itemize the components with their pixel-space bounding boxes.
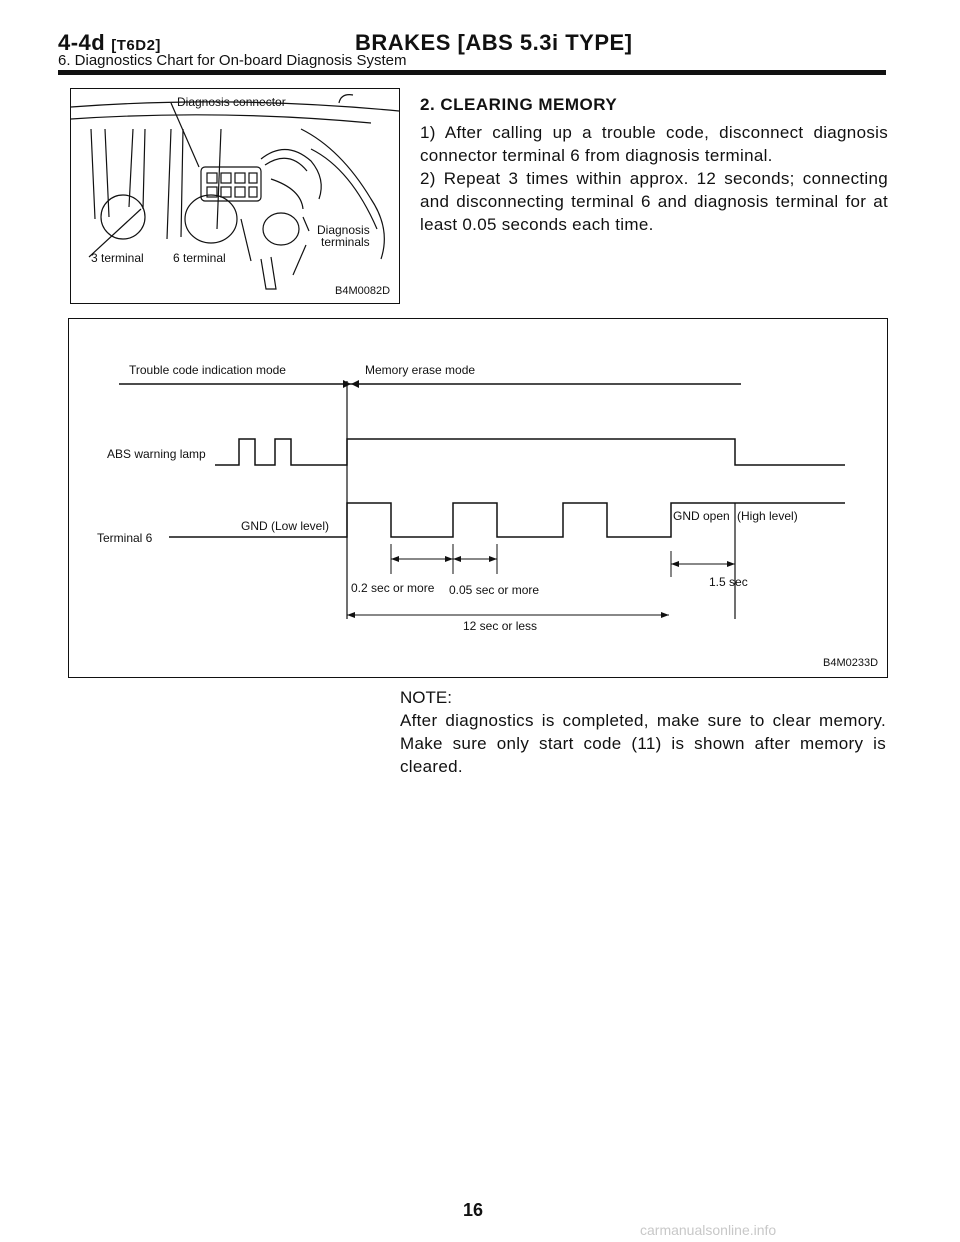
- page-title: BRAKES [ABS 5.3i TYPE]: [355, 30, 633, 55]
- label-high-level: (High level): [737, 509, 798, 523]
- timing-diagram: [68, 318, 888, 678]
- connector-illustration: [71, 89, 399, 303]
- footer-watermark: carmanualsonline.info: [640, 1222, 777, 1238]
- note-label: NOTE:: [400, 688, 452, 707]
- label-diagnosis-terminals-line2: terminals: [321, 235, 370, 249]
- label-0-2-sec: 0.2 sec or more: [351, 581, 435, 595]
- label-0-05-sec: 0.05 sec or more: [449, 583, 540, 597]
- label-trouble-code-mode: Trouble code indication mode: [129, 363, 286, 377]
- step-2: 2) Repeat 3 times within approx. 12 seconds; connecting and disconnecting terminal 6 and diagnosis terminal for at least 0.05 seconds each time.: [420, 169, 888, 234]
- label-6-terminal: 6 terminal: [173, 251, 226, 265]
- figure-code: B4M0082D: [335, 285, 391, 297]
- label-diagnosis-terminals-line1: Diagnosis: [317, 223, 370, 237]
- connector-figure: [70, 88, 400, 304]
- label-abs-warning-lamp: ABS warning lamp: [107, 447, 206, 461]
- page-subtitle: 6. Diagnostics Chart for On-board Diagnosis System: [58, 52, 407, 69]
- label-terminal-6: Terminal 6: [97, 531, 153, 545]
- header-rule: [58, 70, 886, 75]
- label-1-5-sec: 1.5 sec: [709, 575, 748, 589]
- note-body: After diagnostics is completed, make sure to clear memory. Make sure only start code (11) is shown after memory is cleared.: [400, 711, 886, 776]
- section-heading: 2. CLEARING MEMORY: [420, 95, 618, 114]
- label-diagnosis-connector: Diagnosis connector: [177, 95, 286, 109]
- label-memory-erase-mode: Memory erase mode: [365, 363, 476, 377]
- label-gnd-low-level: GND (Low level): [241, 519, 330, 533]
- step-1: 1) After calling up a trouble code, disconnect diagnosis connector terminal 6 from diagnosis terminal.: [420, 123, 888, 165]
- label-3-terminal: 3 terminal: [91, 251, 144, 265]
- label-12-sec: 12 sec or less: [463, 619, 538, 633]
- page-number: 16: [463, 1200, 484, 1220]
- figure-code: B4M0233D: [823, 657, 879, 669]
- section-number: 4-4d: [58, 30, 106, 55]
- section-bracket: [T6D2]: [111, 37, 161, 54]
- label-gnd-open: GND open: [673, 509, 730, 523]
